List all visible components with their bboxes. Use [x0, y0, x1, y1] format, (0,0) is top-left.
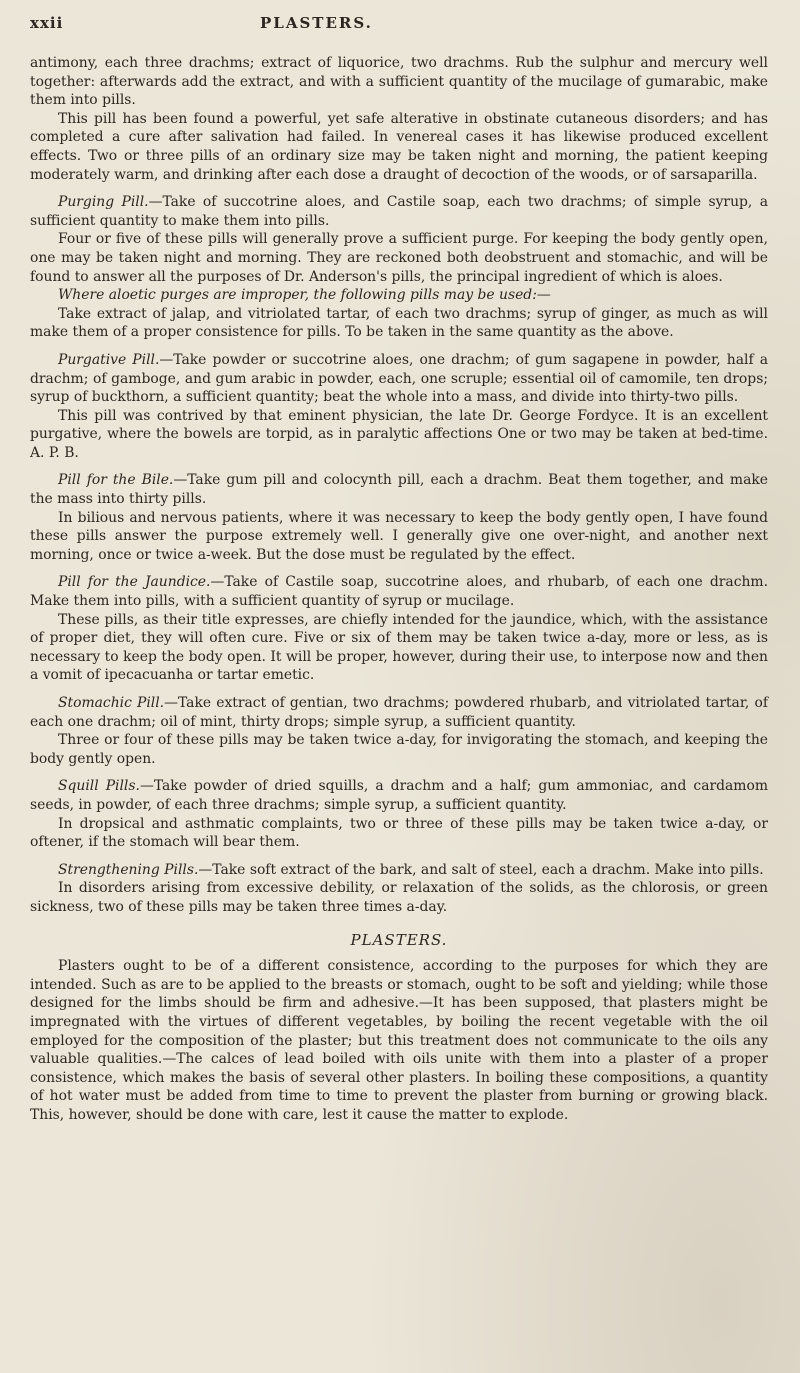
page-number: xxii: [30, 14, 64, 32]
recipe-title: Pill for the Bile.: [58, 472, 174, 489]
recipe-pill-for-bile: Pill for the Bile.—Take gum pill and colocynth pill, each a drachm. Beat them together, and make the mass into thirty pills.: [30, 472, 769, 508]
recipe-title: Stomachic Pill.: [58, 695, 165, 711]
paragraph: This pill was contrived by that eminent physician, the late Dr. George Fordyce. It is an excellent purgative, where the bowels are torpid, as in paralytic affections One or two may be taken at bed-time. A. P. B.: [30, 407, 768, 461]
paragraph: This pill has been found a powerful, yet safe alterative in obstinate cutaneous disorders; and has completed a cure after salivation had failed. In venereal cases it has likewise produced excellent effects. Two or three pills of an ordinary size may be taken night and morning, the patient keeping moderately warm, and drinking after each dose a draught of decoction of the woods, or of sarsaparilla.: [30, 110, 768, 183]
plasters-heading: PLASTERS.: [350, 930, 448, 949]
paragraph: In bilious and nervous patients, where it was necessary to keep the body gently open, I have found these pills answer the purpose extremely well. I generally give one over-night, and another next morning, once or twice a-week. But the dose must be regulated by the effect.: [30, 509, 768, 563]
recipe-title: Pill for the Jaundice.: [58, 574, 211, 591]
recipe-squill-pills: Squill Pills.—Take powder of dried squills, a drachm and a half; gum ammoniac, and cardamom seeds, in powder, of each three drachms; simple syrup, a sufficient quantity.: [30, 778, 769, 813]
paragraph: In disorders arising from excessive debility, or relaxation of the solids, as the chlorosis, or green sickness, two of these pills may be taken three times a-day.: [30, 880, 768, 915]
body-text: [30, 54, 768, 1124]
recipe-stomachic-pill: Stomachic Pill.—Take extract of gentian, two drachms; powdered rhubarb, and vitriolated tartar, of each one drachm; oil of mint, thirty drops; simple syrup, a sufficient quantity.: [30, 695, 768, 730]
recipe-pill-for-jaundice: Pill for the Jaundice.—Take of Castile soap, succotrine aloes, and rhubarb, of each one drachm. Make them into pills, with a sufficient quantity of syrup or mucilage.: [30, 574, 769, 610]
recipe-title: Squill Pills.: [58, 778, 140, 795]
recipe-strengthening-pills: Strengthening Pills.—Take soft extract of the bark, and salt of steel, each a drachm. Make into pills.: [58, 861, 764, 878]
recipe-title: Purging Pill.: [58, 194, 149, 211]
paragraph: Where aloetic purges are improper, the following pills may be used:—: [58, 287, 551, 304]
recipe-title: Strengthening Pills.: [58, 861, 199, 878]
paragraph: Three or four of these pills may be taken twice a-day, for invigorating the stomach, and keeping the body gently open.: [30, 732, 768, 767]
running-section-title: PLASTERS.: [260, 14, 373, 32]
paragraph: Four or five of these pills will generally prove a sufficient purge. For keeping the body gently open, one may be taken night and morning. They are reckoned both deobstruent and stomachic, and will be found to answer all the purposes of Dr. Anderson's pills, the principal ingredient of which is aloes.: [30, 231, 768, 285]
running-head: [30, 14, 768, 40]
paragraph: These pills, as their title expresses, are chiefly intended for the jaundice, which, with the assistance of proper diet, they will often cure. Five or six of them may be taken twice a-day, more or less, as is necessary to keep the body open. It will be proper, however, during their use, to interpose now and then a vomit of ipecacuanha or tartar emetic.: [30, 611, 768, 684]
recipe-purgative-pill: Purgative Pill.—Take powder or succotrine aloes, one drachm; of gum sagapene in powder, half a drachm; of gamboge, and gum arabic in powder, each, one scruple; essential oil of camomile, ten drops; syrup of buckthorn, a sufficient quantity; beat the whole into a mass, and divide into thirty-two pills.: [30, 351, 768, 406]
paragraph: In dropsical and asthmatic complaints, two or three of these pills may be taken twice a-day, or oftener, if the stomach will bear them.: [30, 815, 768, 851]
recipe-purging-pill: Purging Pill.—Take of succotrine aloes, and Castile soap, each two drachms; of simple syrup, a sufficient quantity to make them into pills.: [30, 194, 768, 229]
plasters-paragraph: Plasters ought to be of a different consistence, according to the purposes for which they are intended. Such as are to be applied to the breasts or stomach, ought to be soft and yielding; while those designed for the limbs should be firm and adhesive.—It has been supposed, that plasters might be impregnated with the virtues of different vegetables, by boiling the recent vegetable with the oil employed for the composition of the plaster; but this treatment does not communicate to the oils any valuable qualities.—The calces of lead boiled with oils unite with them into a plaster of a proper consistence, which makes the basis of several other plasters. In boiling these compositions, a quantity of hot water must be added from time to time to prevent the plaster from burning or growing black. This, however, should be done with care, lest it cause the matter to explode.: [30, 958, 768, 1123]
paragraph: Take extract of jalap, and vitriolated tartar, of each two drachms; syrup of ginger, as much as will make them of a proper consistence for pills. To be taken in the same quantity as the above.: [30, 305, 768, 341]
paragraph: antimony, each three drachms; extract of liquorice, two drachms. Rub the sulphur and mercury well together: afterwards add the extract, and with a sufficient quantity of the mucilage of gumarabic, make them into pills.: [30, 55, 768, 109]
recipe-title: Purgative Pill.: [58, 351, 160, 368]
